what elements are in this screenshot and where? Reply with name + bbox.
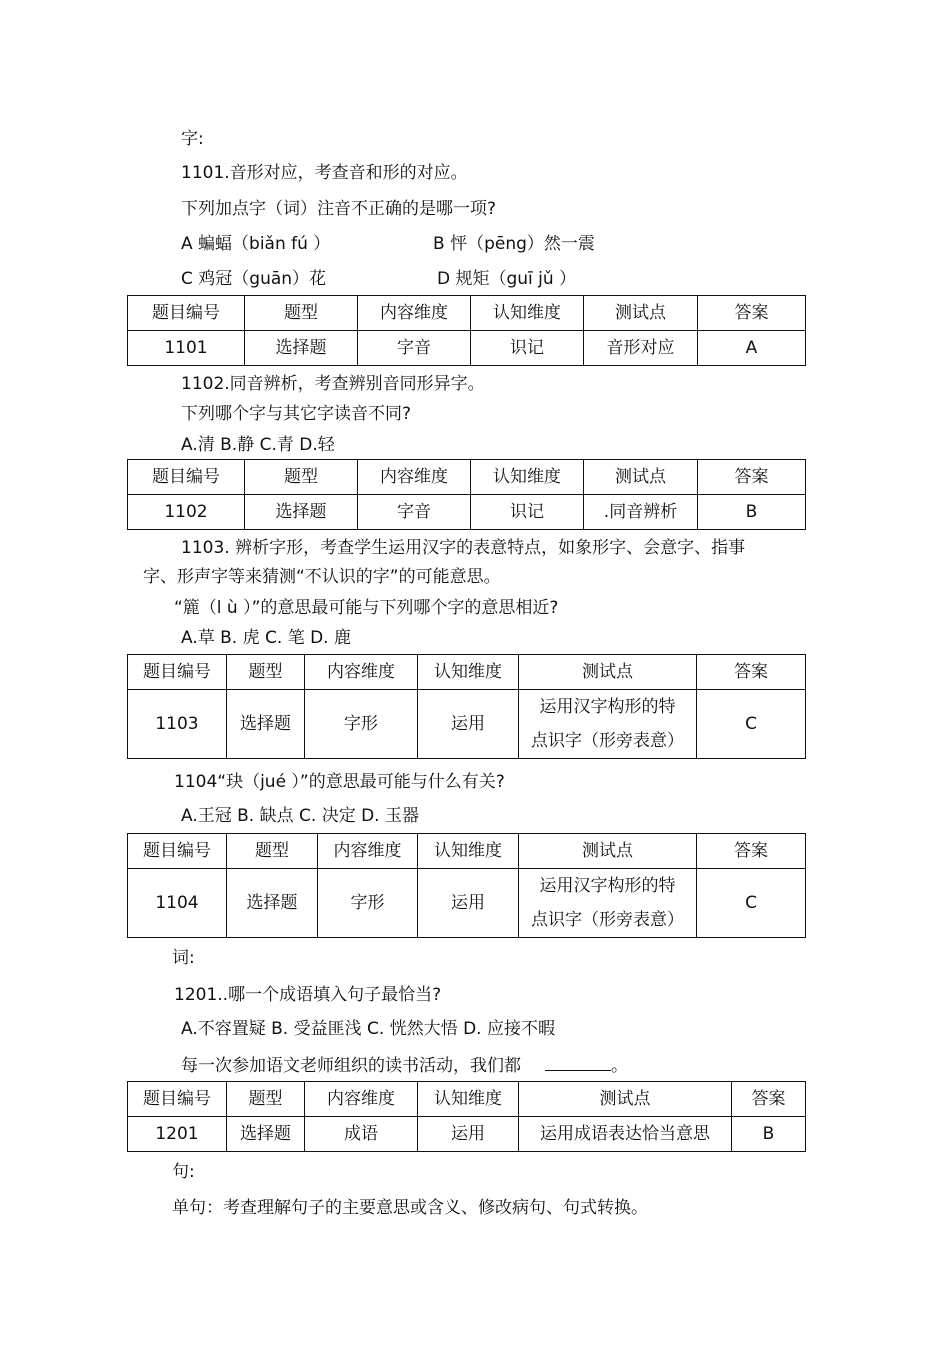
- header-cell: 认知维度: [418, 655, 519, 690]
- header-cell: 内容维度: [358, 296, 471, 331]
- testpoint-line1: 运用汉字构形的特: [539, 697, 676, 717]
- question-1101-prompt: 下列加点字（词）注音不正确的是哪一项?: [181, 199, 497, 219]
- header-cell: 内容维度: [305, 1082, 418, 1117]
- header-cell: 题目编号: [128, 655, 227, 690]
- question-1104-options: A.王冠 B. 缺点 C. 决定 D. 玉器: [181, 806, 419, 826]
- cell-content: 字形: [305, 690, 418, 759]
- cell-type: 选择题: [227, 1117, 305, 1152]
- cell-testpoint: .同音辨析: [584, 495, 698, 530]
- header-cell: 题型: [227, 1082, 305, 1117]
- cell-content: 成语: [305, 1117, 418, 1152]
- cell-cognitive: 识记: [471, 495, 584, 530]
- question-1103-prompt: “簏（l ù ）”的意思最可能与下列哪个字的意思相近?: [174, 598, 559, 618]
- cell-type: 选择题: [227, 869, 318, 938]
- question-1103-heading-line1: 1103. 辨析字形，考查学生运用汉字的表意特点，如象形字、会意字、指事: [181, 538, 746, 558]
- cell-cognitive: 运用: [418, 869, 519, 938]
- header-cell: 答案: [732, 1082, 806, 1117]
- table-row: [128, 331, 806, 366]
- table-header-row: [128, 655, 806, 690]
- header-cell: 答案: [697, 655, 806, 690]
- testpoint-line2: 点识字（形旁表意）: [531, 910, 684, 930]
- table-1101: [127, 295, 806, 366]
- header-cell: 题型: [245, 460, 358, 495]
- cell-id: 1102: [128, 495, 245, 530]
- header-cell: 题目编号: [128, 460, 245, 495]
- question-1201-options: A.不容置疑 B. 受益匪浅 C. 恍然大悟 D. 应接不暇: [181, 1019, 555, 1039]
- cell-id: 1103: [128, 690, 227, 759]
- cell-id: 1201: [128, 1117, 227, 1152]
- cell-cognitive: 运用: [418, 1117, 519, 1152]
- section-heading-zi: 字:: [181, 129, 204, 149]
- question-1101-option-b: B 怦（pēng）然一震: [433, 234, 595, 254]
- question-1102-heading: 1102.同音辨析，考查辨别音同形异字。: [181, 374, 485, 394]
- header-cell: 题型: [227, 655, 305, 690]
- table-header-row: [128, 296, 806, 331]
- table-row: [128, 495, 806, 530]
- cell-content: 字音: [358, 331, 471, 366]
- header-cell: 题目编号: [128, 296, 245, 331]
- table-row: [128, 869, 806, 938]
- header-cell: 题目编号: [128, 834, 227, 869]
- header-cell: 认知维度: [418, 834, 519, 869]
- cell-answer: B: [698, 495, 806, 530]
- header-cell: 题型: [227, 834, 318, 869]
- table-1102: [127, 459, 806, 530]
- cell-type: 选择题: [245, 495, 358, 530]
- question-1101-option-d: D 规矩（guī jǔ ）: [437, 269, 577, 289]
- header-cell: 答案: [697, 834, 806, 869]
- question-1101-option-a: A 蝙蝠（biǎn fú ）: [181, 234, 331, 254]
- testpoint-line1: 运用汉字构形的特: [539, 876, 676, 896]
- question-1104-prompt: 1104“玦（jué ）”的意思最可能与什么有关?: [174, 772, 505, 792]
- question-1101-option-c: C 鸡冠（guān）花: [181, 269, 327, 289]
- question-1103-heading-line2: 字、形声字等来猜测“不认识的字”的可能意思。: [143, 567, 501, 587]
- header-cell: 题型: [245, 296, 358, 331]
- cell-answer: C: [697, 690, 806, 759]
- header-cell: 认知维度: [418, 1082, 519, 1117]
- header-cell: 内容维度: [318, 834, 418, 869]
- table-header-row: [128, 1082, 806, 1117]
- question-1201-sentence: [181, 1054, 628, 1077]
- header-cell: 答案: [698, 460, 806, 495]
- table-1201: [127, 1081, 806, 1152]
- question-1103-options: A.草 B. 虎 C. 笔 D. 鹿: [181, 628, 351, 648]
- question-1101-heading: 1101.音形对应，考查音和形的对应。: [181, 163, 468, 183]
- cell-answer: B: [732, 1117, 806, 1152]
- single-sentence-description: 单句：考查理解句子的主要意思或含义、修改病句、句式转换。: [172, 1198, 648, 1218]
- header-cell: 认知维度: [471, 460, 584, 495]
- sentence-end: 。: [611, 1056, 628, 1076]
- header-cell: 测试点: [584, 460, 698, 495]
- cell-testpoint: [519, 690, 697, 759]
- cell-type: 选择题: [227, 690, 305, 759]
- cell-content: 字形: [318, 869, 418, 938]
- testpoint-line2: 点识字（形旁表意）: [531, 731, 684, 751]
- table-row: [128, 1117, 806, 1152]
- sentence-text: 每一次参加语文老师组织的读书活动，我们都: [181, 1056, 521, 1076]
- header-cell: 测试点: [519, 655, 697, 690]
- cell-answer: A: [698, 331, 806, 366]
- cell-cognitive: 识记: [471, 331, 584, 366]
- header-cell: 认知维度: [471, 296, 584, 331]
- header-cell: 测试点: [519, 1082, 732, 1117]
- section-heading-ju: 句:: [172, 1162, 195, 1182]
- header-cell: 题目编号: [128, 1082, 227, 1117]
- cell-id: 1104: [128, 869, 227, 938]
- question-1201-prompt: 1201..哪一个成语填入句子最恰当?: [174, 985, 442, 1005]
- answer-blank: [545, 1054, 611, 1071]
- cell-testpoint: 音形对应: [584, 331, 698, 366]
- cell-content: 字音: [358, 495, 471, 530]
- table-1103: [127, 654, 806, 759]
- table-header-row: [128, 460, 806, 495]
- cell-testpoint: 运用成语表达恰当意思: [519, 1117, 732, 1152]
- cell-cognitive: 运用: [418, 690, 519, 759]
- cell-answer: C: [697, 869, 806, 938]
- table-1104: [127, 833, 806, 938]
- table-header-row: [128, 834, 806, 869]
- header-cell: 测试点: [519, 834, 697, 869]
- cell-testpoint: [519, 869, 697, 938]
- header-cell: 测试点: [584, 296, 698, 331]
- header-cell: 内容维度: [358, 460, 471, 495]
- question-1102-options: A.清 B.静 C.青 D.轻: [181, 435, 335, 455]
- cell-type: 选择题: [245, 331, 358, 366]
- header-cell: 内容维度: [305, 655, 418, 690]
- cell-id: 1101: [128, 331, 245, 366]
- header-cell: 答案: [698, 296, 806, 331]
- section-heading-ci: 词:: [172, 948, 195, 968]
- question-1102-prompt: 下列哪个字与其它字读音不同?: [181, 404, 412, 424]
- table-row: [128, 690, 806, 759]
